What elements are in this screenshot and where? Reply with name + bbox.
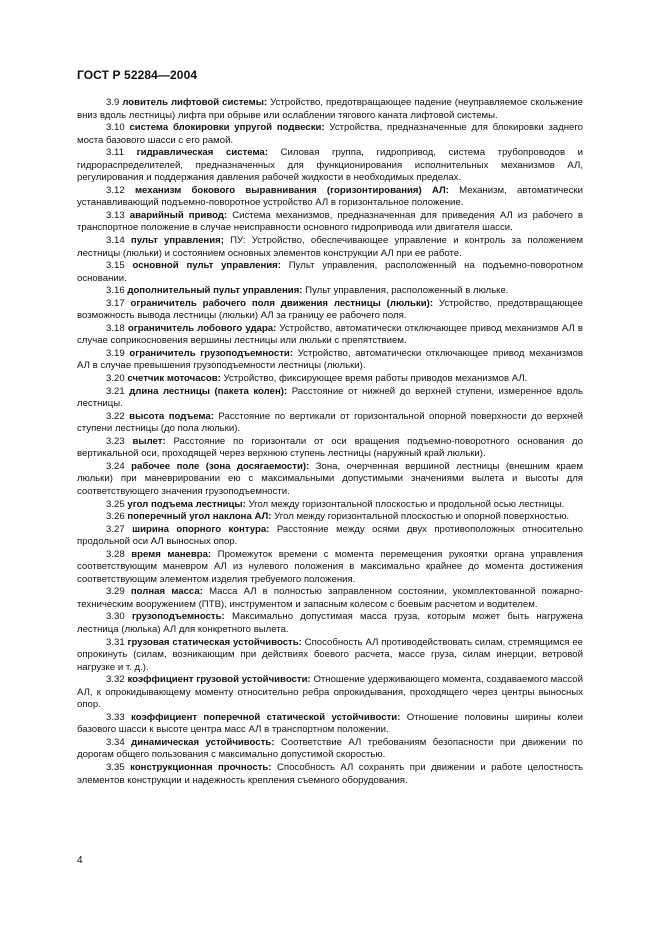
clause-number: 3.9 <box>106 97 120 108</box>
definition-3-26 <box>77 511 583 524</box>
definition-3-34 <box>77 737 583 762</box>
definition-3-15 <box>77 260 583 285</box>
term: механизм бокового выравнивания (горизонтирования) АЛ: <box>134 184 449 196</box>
definition-text: Угол между горизонтальной плоскостью и опорной поверхностью. <box>274 511 570 523</box>
definition-3-23 <box>77 436 583 461</box>
definition-text: Соответствие АЛ требованиям безопасности при движении по дорогам общего пользования с максимально допустимой скоростью. <box>77 736 583 761</box>
definition-3-32 <box>77 674 583 712</box>
definition-text: Устройства, предназначенные для блокировки заднего моста базового шасси с его рамой. <box>77 122 583 146</box>
definition-text: Механизм, автоматически устанавливающий подъемно-поворотное устройство АЛ в горизонтальное положение. <box>77 184 583 209</box>
definition-3-31 <box>77 637 583 675</box>
definition-text: Расстояние по горизонтали от оси вращения подъемно-поворотного основания до вертикальной оси, проходящей через верхнюю ступень лестницы (наружный край люльки). <box>77 435 583 460</box>
definition-text: Расстояние по вертикали от горизонтальной опорной поверхности до верхней ступени лестницы (до пола люльки). <box>77 410 583 435</box>
definition-3-17 <box>77 298 583 323</box>
definition-3-19 <box>77 348 583 373</box>
definition-3-10 <box>77 122 583 147</box>
definition-text: Способность АЛ сохранять при движении и работе целостность элементов конструкции и надежность крепления съемного оборудования. <box>77 761 583 786</box>
clause-number: 3.24 <box>106 460 125 472</box>
clause-number: 3.11 <box>106 147 124 159</box>
definition-text: Устройство, предотвращающее возможность вывода лестницы (люльки) АЛ за границу ее рабочего поля. <box>77 297 583 322</box>
term: аварийный привод: <box>129 209 228 221</box>
definition-text: ПУ: Устройство, обеспечивающее управление и контроль за положением лестницы (люльки) и состоянием основных элементов конструкции АЛ при ее работе. <box>77 235 583 259</box>
definition-3-27 <box>77 524 583 549</box>
definition-3-9 <box>77 97 583 122</box>
term: система блокировки упругой подвески: <box>129 122 325 134</box>
page-number: 4 <box>77 855 83 866</box>
clause-number: 3.22 <box>106 410 125 422</box>
definition-text: Промежуток времени с момента перемещения рукоятки органа управления соответствующим маневром АЛ из нулевого положения в максимально крайнее до момента достижения соответствующим элементом изделия требуемого положения. <box>77 548 583 585</box>
term: конструкционная прочность: <box>130 761 272 773</box>
clause-number: 3.23 <box>106 435 125 447</box>
clause-number: 3.27 <box>106 523 125 535</box>
document-header: ГОСТ Р 52284—2004 <box>77 68 198 82</box>
term: длина лестницы (пакета колен): <box>129 385 288 397</box>
definition-3-16 <box>77 285 583 298</box>
clause-number: 3.13 <box>106 209 125 221</box>
term: коэффициент грузовой устойчивости: <box>127 674 311 686</box>
term: угол подъема лестницы: <box>127 498 246 510</box>
term: гидравлическая система: <box>136 147 268 159</box>
term: время маневра: <box>131 548 212 560</box>
definition-3-28 <box>77 549 583 587</box>
term: ограничитель рабочего поля движения лестницы (люльки): <box>130 297 434 309</box>
definition-text: Отношение половины ширины колеи базового шасси к высоте центра масс АЛ в транспортном положении. <box>77 711 583 736</box>
definition-3-29 <box>77 586 583 611</box>
term: рабочее поле (зона досягаемости): <box>131 460 310 472</box>
definition-3-33 <box>77 712 583 737</box>
definition-text: Отношение удерживающего момента, создаваемого массой АЛ, к опрокидывающему моменту относительно ребра опрокидывания, проходящего через центры выносных опор. <box>77 674 583 711</box>
clause-number: 3.34 <box>106 736 125 748</box>
definition-text: Устройство, предотвращающее падение (неуправляемое скольжение вниз вдоль лестницы) лифта при обрыве или ослаблении тягового каната лифтовой системы. <box>77 97 583 121</box>
clause-number: 3.29 <box>106 586 125 598</box>
definition-3-14 <box>77 235 583 260</box>
definition-3-35 <box>77 762 583 787</box>
definition-text: Масса АЛ в полностью заправленном состоянии, укомплектованной пожарно-техническим вооружением (ПТВ), инструментом и запасным колесом с боевым расчетом и водителем. <box>77 586 584 610</box>
term: коэффициент поперечной статической устойчивости: <box>131 711 401 723</box>
definition-text: Система механизмов, предназначенная для приведения АЛ из рабочего в транспортное положение в случае неисправности основного гидропривода или двигателя шасси. <box>77 209 583 234</box>
definition-3-18 <box>77 323 583 348</box>
clause-number: 3.10 <box>106 122 125 134</box>
clause-number: 3.31 <box>106 636 125 648</box>
definition-text: Угол между горизонтальной плоскостью и продольной осью лестницы. <box>248 498 565 510</box>
definition-text: Устройство, автоматически отключающее привод механизмов АЛ в случае соприкосновения вершины лестницы или люльки с препятствием. <box>77 322 583 347</box>
definition-3-22 <box>77 411 583 436</box>
clause-number: 3.33 <box>106 711 125 723</box>
definition-text: Способность АЛ противодействовать силам, стремящимся ее опрокинуть (силам, возникающим при действиях боевого расчета, массе груза, силам инерции, ветровой нагрузке и т. д.). <box>77 636 583 673</box>
clause-number: 3.35 <box>106 761 125 773</box>
term: динамическая устойчивость: <box>131 736 275 748</box>
term: основной пульт управления: <box>132 260 281 272</box>
definition-text: Расстояние между осями двух противоположных относительно продольной оси АЛ выносных опор. <box>77 523 583 548</box>
definition-3-25 <box>77 499 583 512</box>
term: вылет: <box>132 435 166 447</box>
definitions-list <box>77 97 583 787</box>
clause-number: 3.19 <box>106 347 125 359</box>
definition-text: Зона, очерченная вершиной лестницы (внешним краем люльки) при маневрировании ею с максимальными допустимыми значениями вылета и высоты для соответствующего значения грузоподъемности. <box>77 460 583 497</box>
term: грузоподъемность: <box>131 611 225 623</box>
term: пульт управления; <box>130 235 224 247</box>
clause-number: 3.16 <box>106 285 125 297</box>
term: ограничитель лобового удара: <box>127 322 277 334</box>
term: высота подъема: <box>129 410 214 422</box>
term: счетчик моточасов: <box>127 373 221 385</box>
clause-number: 3.15 <box>106 260 125 272</box>
clause-number: 3.12 <box>106 184 125 196</box>
definition-text: Максимально допустимая масса груза, которым может быть нагружена лестница (люлька) АЛ для конкретного вылета. <box>77 611 583 635</box>
clause-number: 3.30 <box>106 611 125 623</box>
term: ширина опорного контура: <box>132 523 270 535</box>
term: дополнительный пульт управления: <box>127 285 303 297</box>
term: поперечный угол наклона АЛ: <box>127 511 272 523</box>
definition-3-21 <box>77 386 583 411</box>
definition-3-24 <box>77 461 583 499</box>
term: ловитель лифтовой системы: <box>122 97 268 108</box>
definition-3-13 <box>77 210 583 235</box>
clause-number: 3.28 <box>106 548 125 560</box>
definition-text: Пульт управления, расположенный в люльке. <box>305 285 509 297</box>
definition-text: Расстояние от нижней до верхней ступени, измеренное вдоль лестницы. <box>77 385 583 410</box>
clause-number: 3.17 <box>106 297 125 309</box>
clause-number: 3.32 <box>106 674 125 686</box>
term: полная масса: <box>130 586 203 598</box>
definition-3-11 <box>77 147 583 185</box>
clause-number: 3.20 <box>106 373 125 385</box>
definition-text: Устройство, автоматически отключающее привод механизмов АЛ в случае превышения грузоподъемности лестницы (люльки). <box>77 347 584 372</box>
clause-number: 3.18 <box>106 322 125 334</box>
definition-3-20 <box>77 373 583 386</box>
clause-number: 3.25 <box>106 498 125 510</box>
clause-number: 3.14 <box>106 235 125 247</box>
definition-3-12 <box>77 185 583 210</box>
definition-text: Устройство, фиксирующее время работы приводов механизмов АЛ. <box>223 373 528 385</box>
definition-text: Пульт управления, расположенный на подъемно-поворотном основании. <box>77 260 584 284</box>
term: грузовая статическая устойчивость: <box>127 636 302 648</box>
clause-number: 3.21 <box>106 385 125 397</box>
definition-3-30 <box>77 611 583 636</box>
clause-number: 3.26 <box>106 511 125 523</box>
term: ограничитель грузоподъемности: <box>129 347 294 359</box>
definition-text: Силовая группа, гидропривод, система трубопроводов и гидрораспределителей, предназначенных для функционирования исполнительных механизмов АЛ, регулирования и поддержания давления рабочей жидкости в необходимых пределах. <box>77 147 584 184</box>
